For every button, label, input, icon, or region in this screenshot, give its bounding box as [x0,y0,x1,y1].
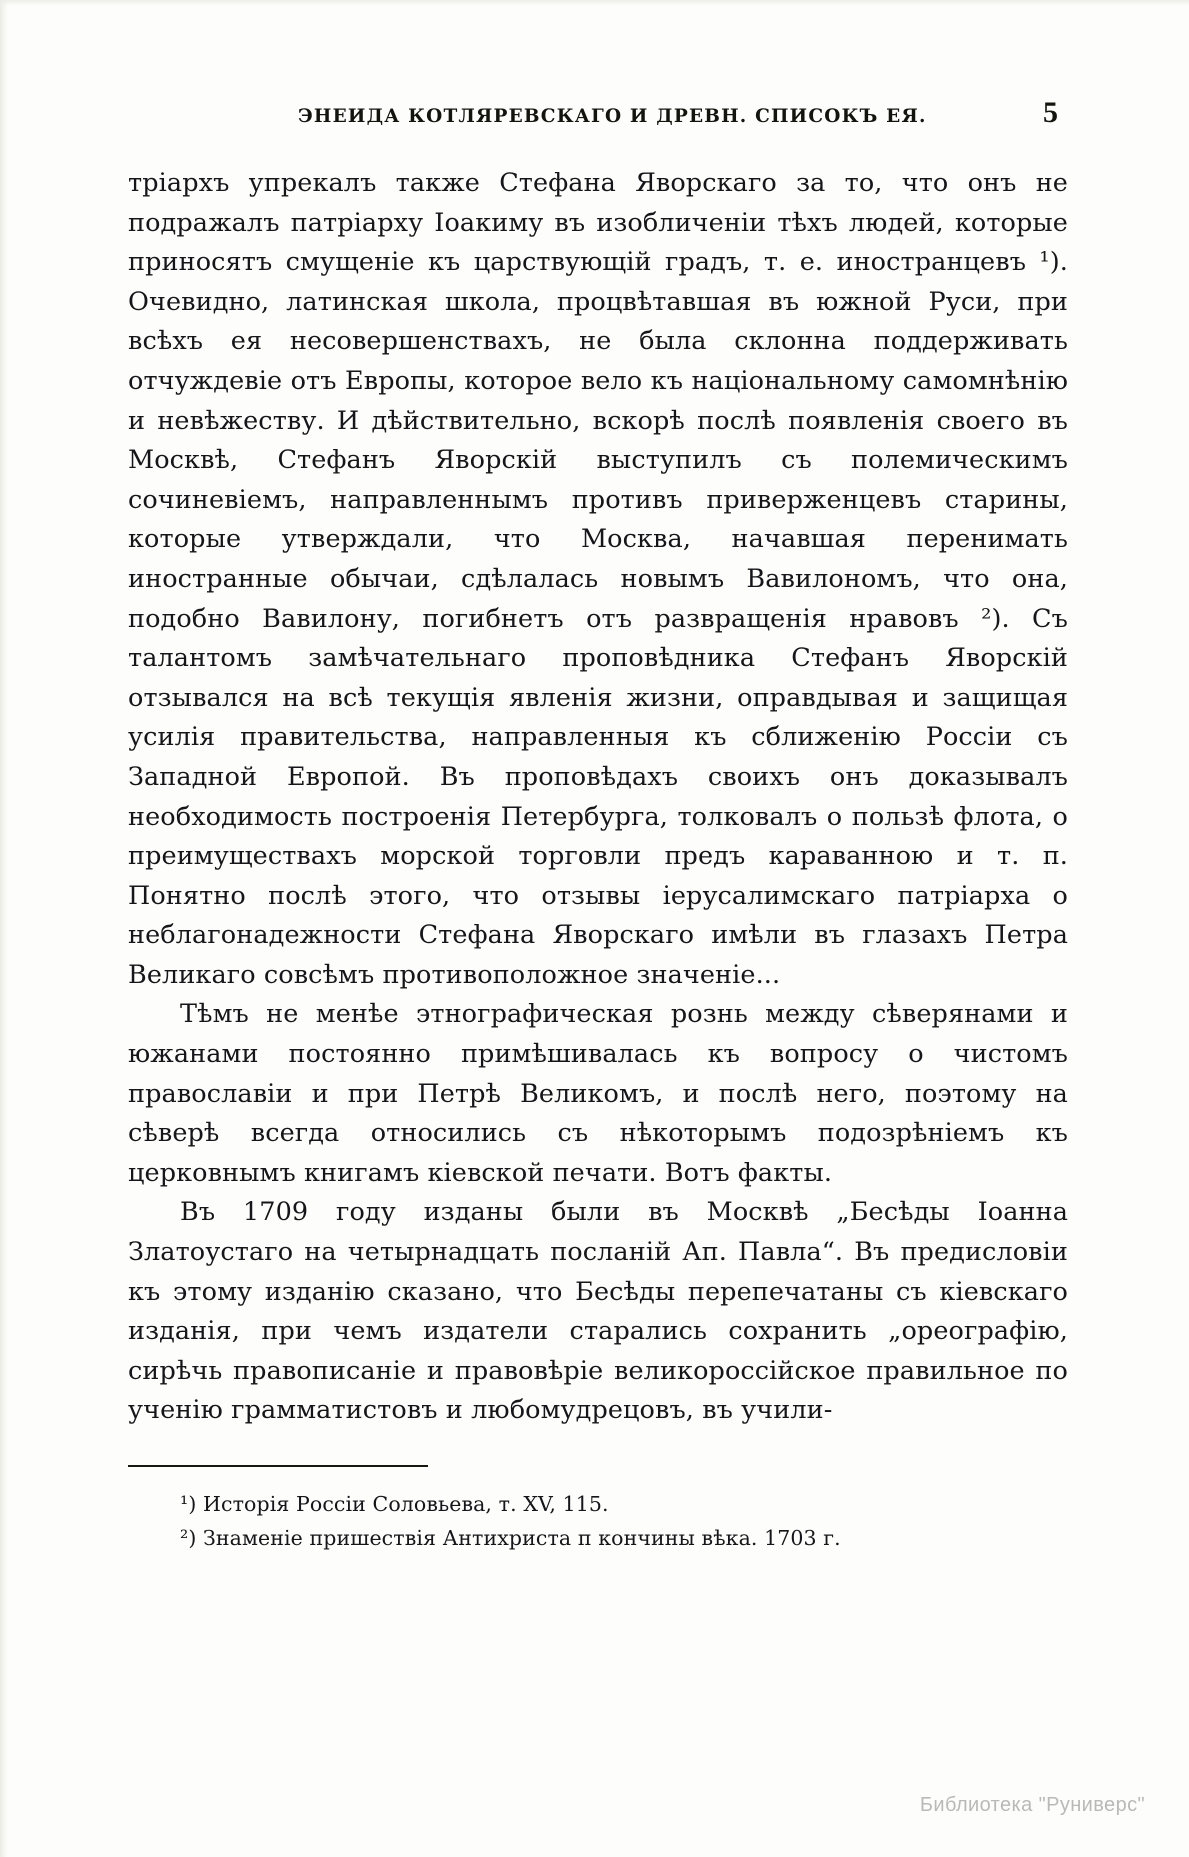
running-title: ЭНЕИДА КОТЛЯРЕВСКАГО И ДРЕВН. СПИСОКЪ ЕЯ. [298,106,927,127]
body-text [128,164,1068,1431]
scan-edge-top [0,0,1189,6]
footnote-1: ¹) Исторія Россіи Соловьева, т. XV, 115. [180,1492,609,1516]
running-head [128,96,1068,130]
scan-edge-left [0,0,8,1857]
footnote-2: ²) Знаменіе пришествія Антихриста п кончины вѣка. 1703 г. [180,1526,841,1550]
footnotes [128,1487,1068,1555]
library-watermark: Библиотека "Руниверс" [919,1794,1145,1816]
page-number: 5 [1043,96,1058,129]
page-content [128,96,1068,1555]
paragraph-1: тріархъ упрекалъ также Стефана Яворскаго за то, что онъ не подражалъ патріарху Іоакиму въ изобличеніи тѣхъ людей, которые приносятъ смущеніе къ царствующій градъ, т. е. иностранцевъ ¹). Очевидно, латинская школа, процвѣтавшая въ южной Руси, при всѣхъ ея несовершенствахъ, не была склонна поддерживать отчуждевіе отъ Европы, которое вело къ національному самомнѣнію и невѣжеству. И дѣйствительно, вскорѣ послѣ появленія своего въ Москвѣ, Стефанъ Яворскій выступилъ съ полемическимъ сочиневіемъ, направленнымъ противъ приверженцевъ старины, которые утверждали, что Москва, начавшая перенимать иностранные обычаи, сдѣлалась новымъ Вавилономъ, что она, подобно Вавилону, погибнетъ отъ развращенія нравовъ ²). Съ талантомъ замѣчательнаго проповѣдника Стефанъ Яворскій отзывался на всѣ текущія явленія жизни, оправдывая и защищая усилія правительства, направленныя къ сближенію Россіи съ Западной Европой. Въ проповѣдахъ своихъ онъ доказывалъ необходимость построенія Петербурга, толковалъ о пользѣ флота, о преимуществахъ морской торговли предъ караванною и т. п. Понятно послѣ этого, что отзывы іерусалимскаго патріарха о неблагонадежности Стефана Яворскаго имѣли въ глазахъ Петра Великаго совсѣмъ противоположное значеніе... [128,168,1068,990]
paragraph-2: Тѣмъ не менѣе этнографическая рознь между сѣверянами и южанами постоянно примѣшивалась къ вопросу о чистомъ православіи и при Петрѣ Великомъ, и послѣ него, поэтому на сѣверѣ всегда относились съ нѣкоторымъ подозрѣніемъ къ церковнымъ книгамъ кіевской печати. Вотъ факты. [128,999,1068,1188]
footnote-separator [128,1465,428,1467]
paragraph-3: Въ 1709 году изданы были въ Москвѣ „Бесѣды Іоанна Златоустаго на четырнадцать посланій Ап. Павла“. Въ предисловіи къ этому изданію сказано, что Бесѣды перепечатаны съ кіевскаго изданія, при чемъ издатели старались сохранить „ореографію, сирѣчь правописаніе и правовѣріе великороссійское правильное по ученію грамматистовъ и любомудрецовъ, въ учили- [128,1197,1068,1426]
